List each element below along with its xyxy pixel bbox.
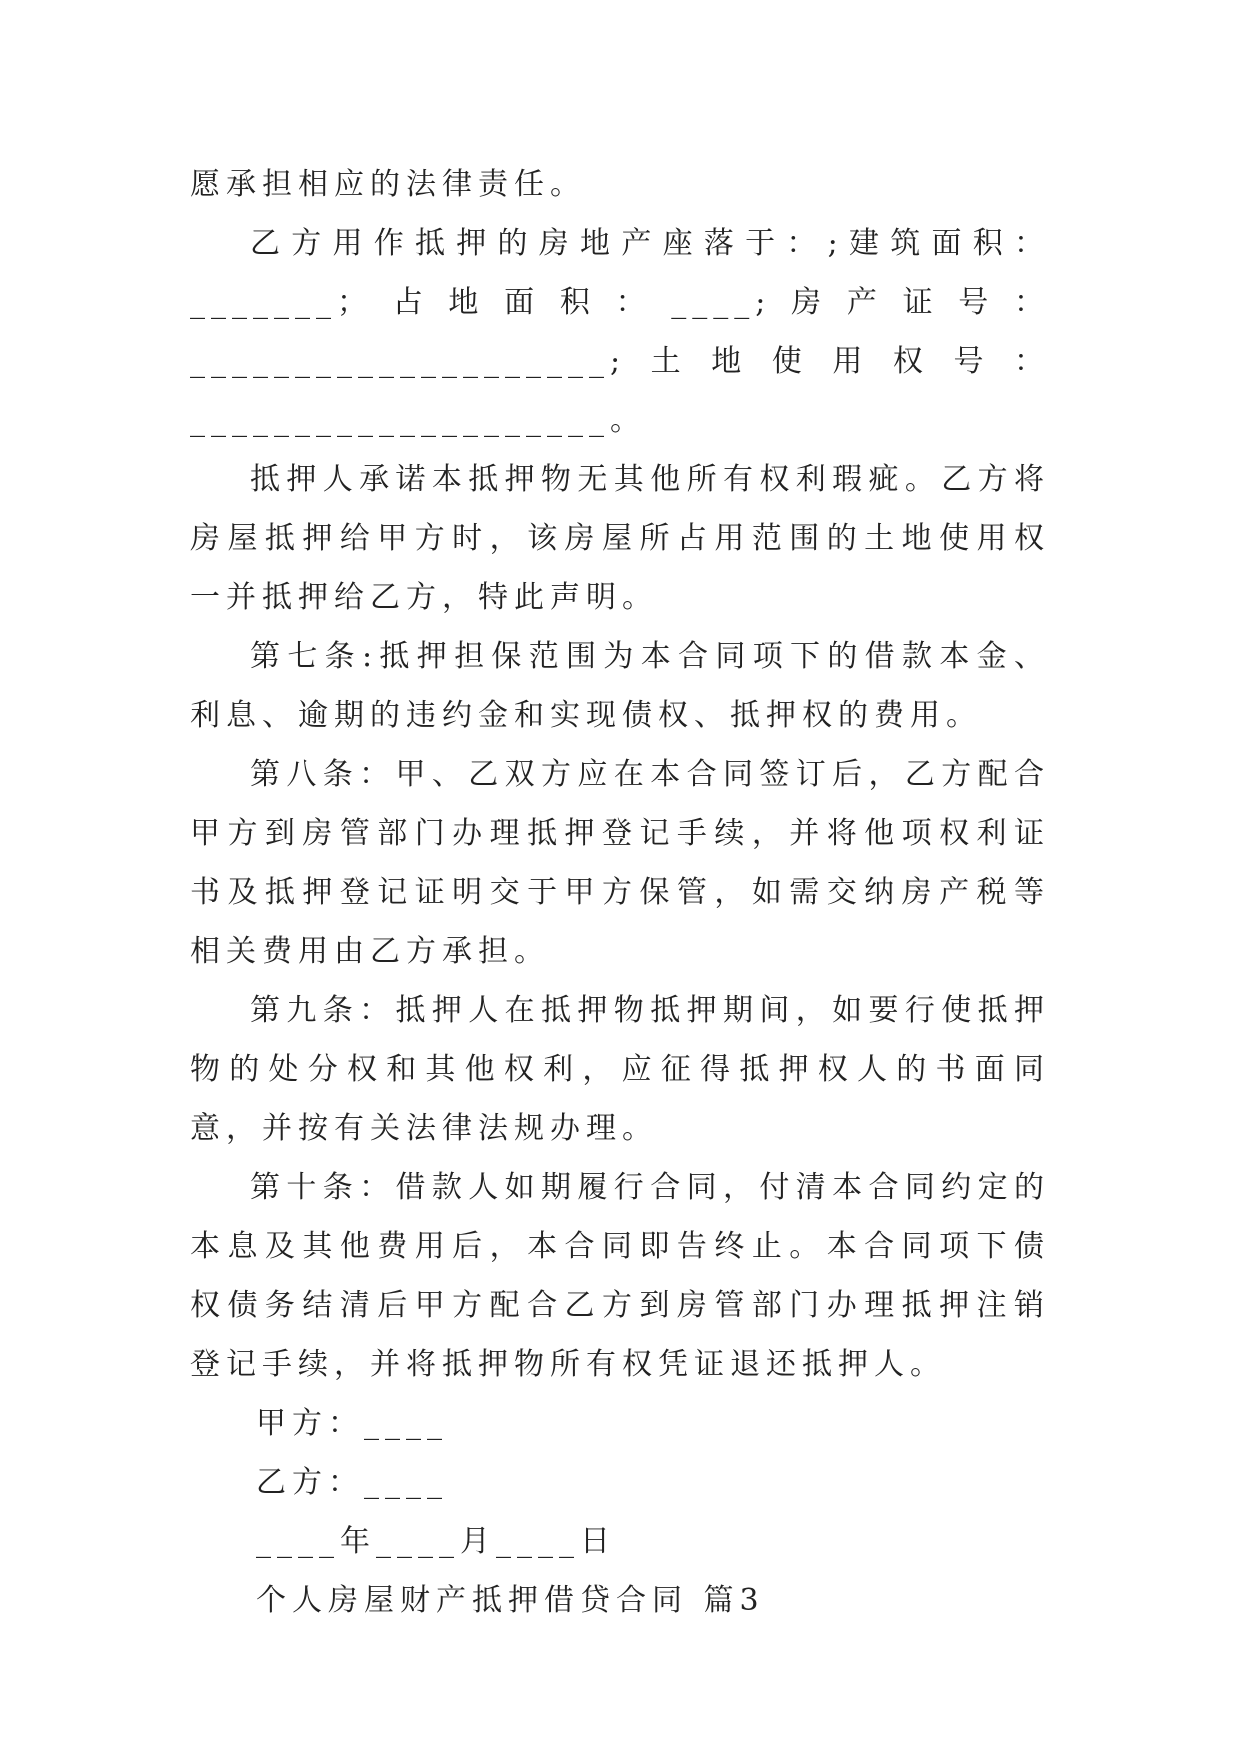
section-heading: 个人房屋财产抵押借贷合同 篇3 (256, 1583, 765, 1618)
date-line: ____年____月____日 (256, 1524, 616, 1559)
paragraph-liability: 愿承担相应的法律责任。 (190, 167, 586, 202)
party-a-signature: 甲方：____ (256, 1406, 448, 1441)
paragraph-article-7: 第七条:抵押担保范围为本合同项下的借款本金、利息、逾期的违约金和实现债权、抵押权的费用。 (190, 639, 1050, 733)
paragraph-article-10: 第十条：借款人如期履行合同，付清本合同约定的本息及其他费用后，本合同即告终止。本合同项下债权债务结清后甲方配合乙方到房管部门办理抵押注销登记手续，并将抵押物所有权凭证退还抵押人。 (190, 1170, 1050, 1382)
paragraph-property-location: 乙方用作抵押的房地产座落于：;建筑面积：_______；占地面积：____;房产证号：____________________;土地使用权号：____________________。 (190, 226, 1050, 438)
party-b-signature: 乙方：____ (256, 1465, 448, 1500)
paragraph-article-8: 第八条：甲、乙双方应在本合同签订后，乙方配合甲方到房管部门办理抵押登记手续，并将他项权利证书及抵押登记证明交于甲方保管，如需交纳房产税等相关费用由乙方承担。 (190, 757, 1050, 969)
paragraph-mortgagor-statement: 抵押人承诺本抵押物无其他所有权利瑕疵。乙方将房屋抵押给甲方时，该房屋所占用范围的土地使用权一并抵押给乙方，特此声明。 (190, 462, 1050, 615)
document-body (190, 155, 1050, 1630)
paragraph-article-9: 第九条：抵押人在抵押物抵押期间，如要行使抵押物的处分权和其他权利，应征得抵押权人的书面同意，并按有关法律法规办理。 (190, 993, 1050, 1146)
